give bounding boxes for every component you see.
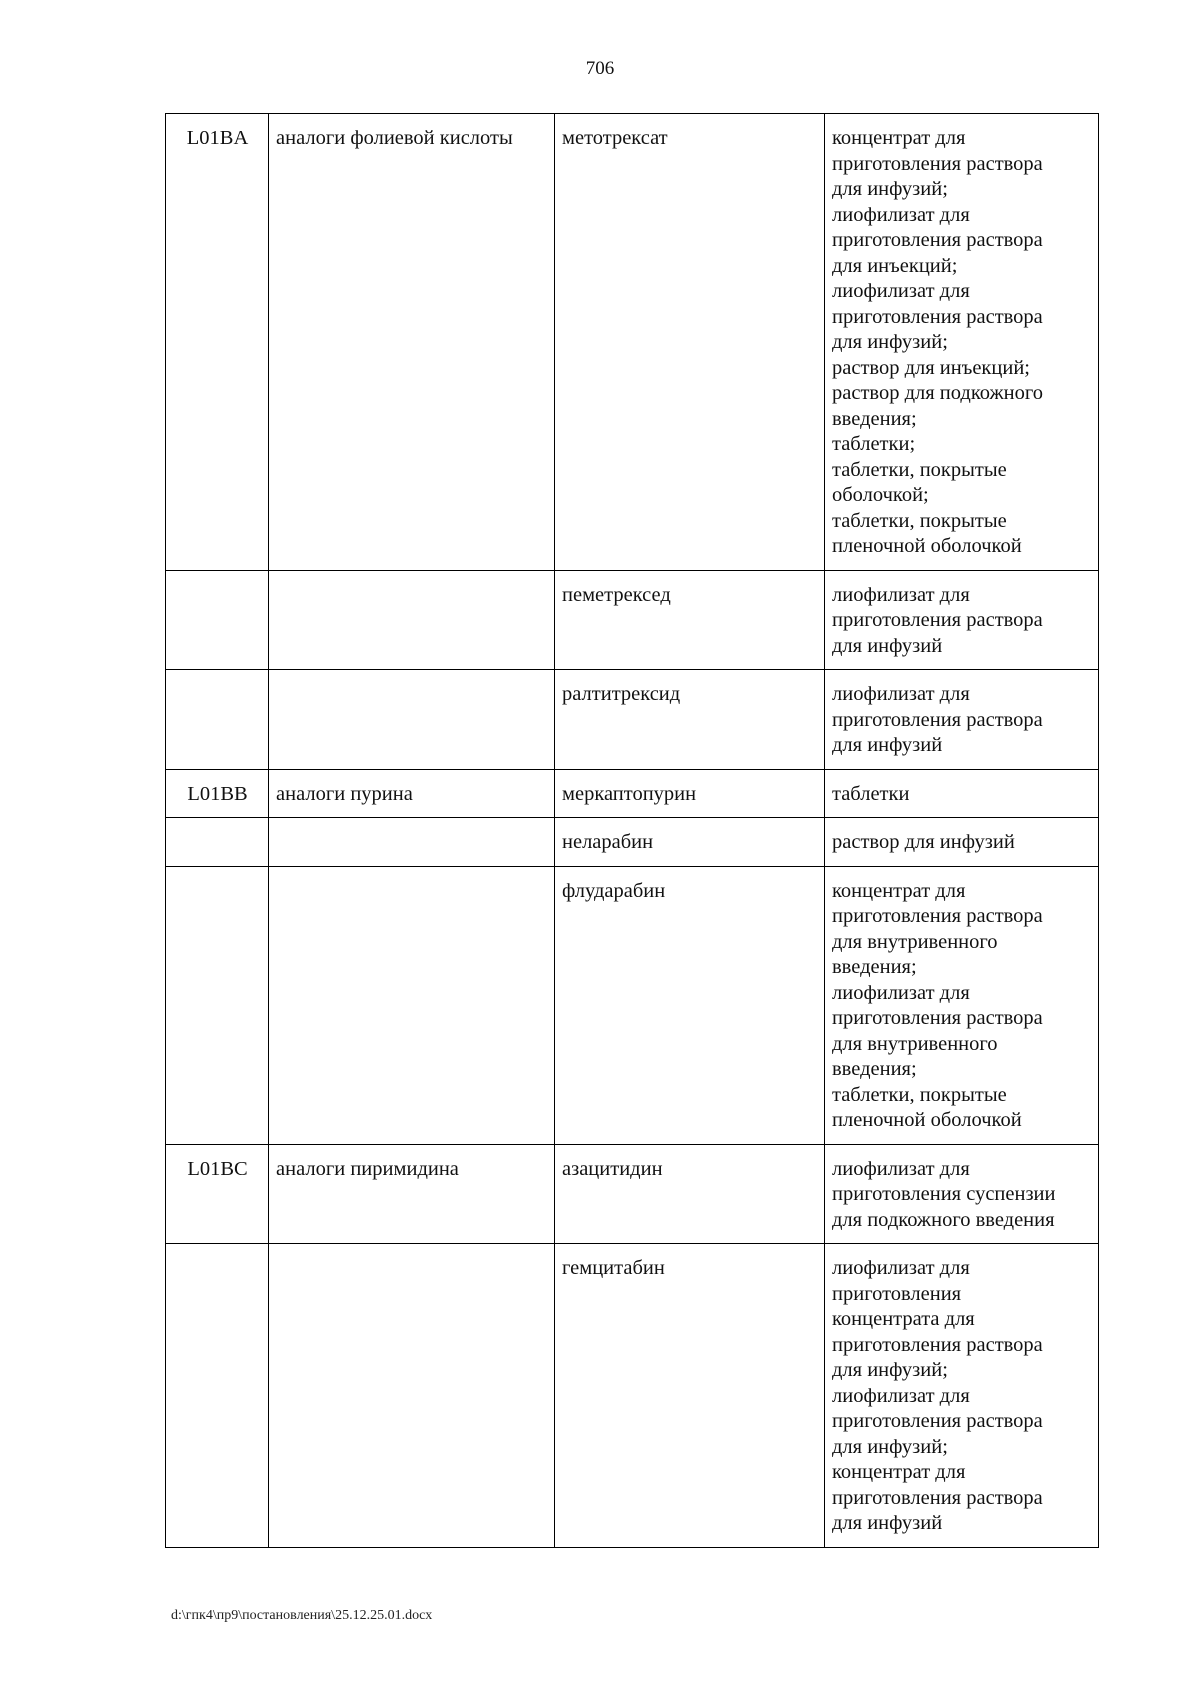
dosage-form-line: для инфузий; (832, 178, 948, 200)
dosage-forms-cell (825, 114, 1099, 571)
dosage-form-line: пленочной оболочкой (832, 1109, 1022, 1131)
dosage-form-line: для инфузий; (832, 331, 948, 353)
pharm-group-cell (269, 818, 555, 867)
drug-name-cell: метотрексат (555, 114, 825, 571)
dosage-form-line: для инфузий (832, 1512, 943, 1534)
dosage-form-line: таблетки, покрытые (832, 458, 1007, 481)
pharm-group-cell (269, 1244, 555, 1548)
dosage-form-line: лиофилизат для (832, 280, 970, 302)
dosage-form-line: приготовления суспензии (832, 1183, 1056, 1205)
atc-code-cell (166, 1244, 269, 1548)
dosage-form-line: лиофилизат для (832, 203, 970, 226)
dosage-form-line: приготовления раствора (832, 305, 1043, 328)
dosage-form-line: введения; (832, 1058, 917, 1080)
dosage-form-line: приготовления раствора (832, 1410, 1043, 1432)
pharm-group-cell: аналоги пиримидина (269, 1144, 555, 1244)
table-body (166, 114, 1099, 1548)
dosage-form-line: для инфузий; (832, 1435, 948, 1458)
atc-code-cell (166, 866, 269, 1144)
dosage-form-line: приготовления раствора (832, 905, 1043, 927)
drug-table (165, 113, 1099, 1548)
drug-name-cell: меркаптопурин (555, 769, 825, 818)
dosage-form-line: для внутривенного (832, 930, 998, 953)
atc-code-cell (166, 818, 269, 867)
dosage-form-line: лиофилизат для (832, 683, 970, 705)
dosage-form-line: таблетки, покрытые (832, 509, 1007, 532)
dosage-form-line: приготовления раствора (832, 229, 1043, 251)
dosage-form-line: приготовления раствора (832, 609, 1043, 631)
atc-code-cell: L01BB (166, 769, 269, 818)
table-row (166, 866, 1099, 1144)
table-row (166, 114, 1099, 571)
table-row (166, 818, 1099, 867)
pharm-group-cell (269, 866, 555, 1144)
atc-code-cell (166, 670, 269, 770)
drug-name-cell: гемцитабин (555, 1244, 825, 1548)
dosage-forms-cell (825, 670, 1099, 770)
dosage-form-line: лиофилизат для (832, 1257, 970, 1279)
atc-code-cell: L01BC (166, 1144, 269, 1244)
pharm-group-cell (269, 670, 555, 770)
drug-name-cell: ралтитрексид (555, 670, 825, 770)
drug-name-cell: пеметрексед (555, 570, 825, 670)
dosage-form-line: концентрата для (832, 1308, 975, 1330)
dosage-form-line: концентрат для (832, 1461, 966, 1483)
dosage-form-line: для инъекций; (832, 254, 958, 277)
dosage-forms-cell (825, 1144, 1099, 1244)
table-row (166, 1244, 1099, 1548)
dosage-form-line: таблетки, покрытые (832, 1083, 1007, 1106)
dosage-form-line: раствор для инфузий (832, 831, 1015, 853)
dosage-form-line: для инфузий (832, 634, 943, 657)
dosage-form-line: для инфузий; (832, 1359, 948, 1381)
footer-file-path: d:\гпк4\пр9\постановления\25.12.25.01.docx (171, 1608, 433, 1623)
dosage-form-line: таблетки; (832, 433, 916, 455)
dosage-form-line: введения; (832, 407, 917, 430)
dosage-forms-cell (825, 769, 1099, 818)
dosage-form-line: лиофилизат для (832, 981, 970, 1004)
dosage-form-line: приготовления раствора (832, 1007, 1043, 1029)
dosage-form-line: приготовления раствора (832, 1333, 1043, 1356)
dosage-form-line: оболочкой; (832, 484, 929, 506)
dosage-forms-cell (825, 1244, 1099, 1548)
drug-name-cell: неларабин (555, 818, 825, 867)
dosage-form-line: приготовления раствора (832, 152, 1043, 175)
dosage-form-line: пленочной оболочкой (832, 535, 1022, 557)
table-row (166, 769, 1099, 818)
pharm-group-cell: аналоги фолиевой кислоты (269, 114, 555, 571)
dosage-form-line: раствор для подкожного (832, 382, 1044, 404)
table-row (166, 670, 1099, 770)
dosage-forms-cell (825, 570, 1099, 670)
dosage-form-line: для инфузий (832, 734, 943, 756)
table-row (166, 570, 1099, 670)
dosage-form-line: лиофилизат для (832, 1384, 970, 1407)
dosage-form-line: концентрат для (832, 127, 966, 149)
dosage-form-line: лиофилизат для (832, 583, 970, 606)
atc-code-cell: L01BA (166, 114, 269, 571)
dosage-form-line: приготовления раствора (832, 708, 1043, 731)
dosage-form-line: приготовления раствора (832, 1486, 1043, 1509)
dosage-form-line: концентрат для (832, 879, 966, 902)
dosage-form-line: для внутривенного (832, 1032, 998, 1055)
dosage-forms-cell (825, 866, 1099, 1144)
page-number: 706 (585, 58, 615, 79)
dosage-form-line: приготовления (832, 1282, 962, 1305)
table-row (166, 1144, 1099, 1244)
dosage-form-line: лиофилизат для (832, 1157, 970, 1180)
pharm-group-cell: аналоги пурина (269, 769, 555, 818)
drug-name-cell: флударабин (555, 866, 825, 1144)
dosage-form-line: таблетки (832, 782, 910, 805)
dosage-form-line: введения; (832, 956, 917, 978)
pharm-group-cell (269, 570, 555, 670)
dosage-form-line: раствор для инъекций; (832, 356, 1030, 379)
drug-name-cell: азацитидин (555, 1144, 825, 1244)
dosage-form-line: для подкожного введения (832, 1208, 1055, 1231)
dosage-forms-cell (825, 818, 1099, 867)
atc-code-cell (166, 570, 269, 670)
